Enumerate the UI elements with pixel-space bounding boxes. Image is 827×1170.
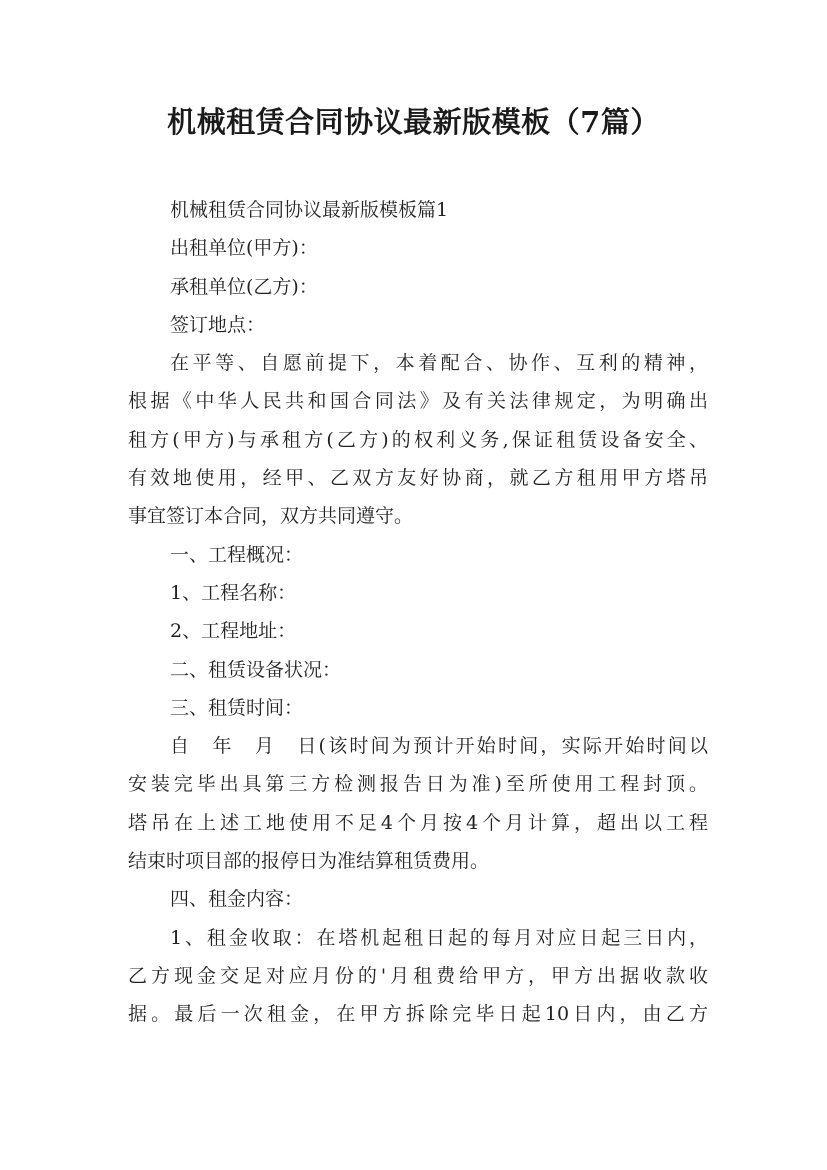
section-heading: 机械租赁合同协议最新版模板篇1 (170, 199, 449, 221)
signing-place-field: 签订地点： (170, 313, 266, 336)
clause-heading: 四、租金内容： (170, 888, 304, 911)
clause-heading: 二、租赁设备状况： (170, 658, 342, 681)
paragraph-line: 在平等、自愿前提下，本着配合、协作、互利的精神， (170, 352, 708, 375)
paragraph-line: 结束时项目部的报停日为准结算租赁费用。 (128, 850, 490, 873)
lessee-field: 承租单位(乙方)： (170, 275, 318, 298)
paragraph-line: 根据《中华人民共和国合同法》及有关法律规定，为明确出 (128, 390, 708, 413)
document-body (128, 191, 708, 1034)
paragraph-line: 安装完毕出具第三方检测报告日为准)至所使用工程封顶。 (128, 773, 708, 796)
clause-heading: 三、租赁时间： (170, 696, 304, 719)
clause-item: 2、工程地址： (170, 620, 297, 643)
clause-item: 1、工程名称： (170, 581, 297, 604)
paragraph-line: 有效地使用，经甲、乙双方友好协商，就乙方租用甲方塔吊 (128, 467, 708, 490)
paragraph-line: 事宜签订本合同，双方共同遵守。 (128, 505, 414, 528)
paragraph-line: 塔吊在上述工地使用不足4个月按4个月计算，超出以工程 (128, 811, 708, 834)
paragraph-line: 乙方现金交足对应月份的'月租费给甲方，甲方出据收款收 (128, 964, 708, 987)
document-title: 机械租赁合同协议最新版模板（7篇） (167, 105, 660, 139)
paragraph-line: 据。最后一次租金，在甲方拆除完毕日起10日内，由乙方 (128, 1003, 708, 1026)
paragraph-line: 自 年 月 日(该时间为预计开始时间，实际开始时间以 (170, 735, 708, 758)
paragraph-line: 租方(甲方)与承租方(乙方)的权利义务,保证租赁设备安全、 (128, 428, 708, 451)
clause-heading: 一、工程概况： (170, 543, 304, 566)
paragraph-line: 1、租金收取：在塔机起租日起的每月对应日起三日内， (170, 926, 708, 949)
lessor-field: 出租单位(甲方)： (170, 237, 318, 260)
